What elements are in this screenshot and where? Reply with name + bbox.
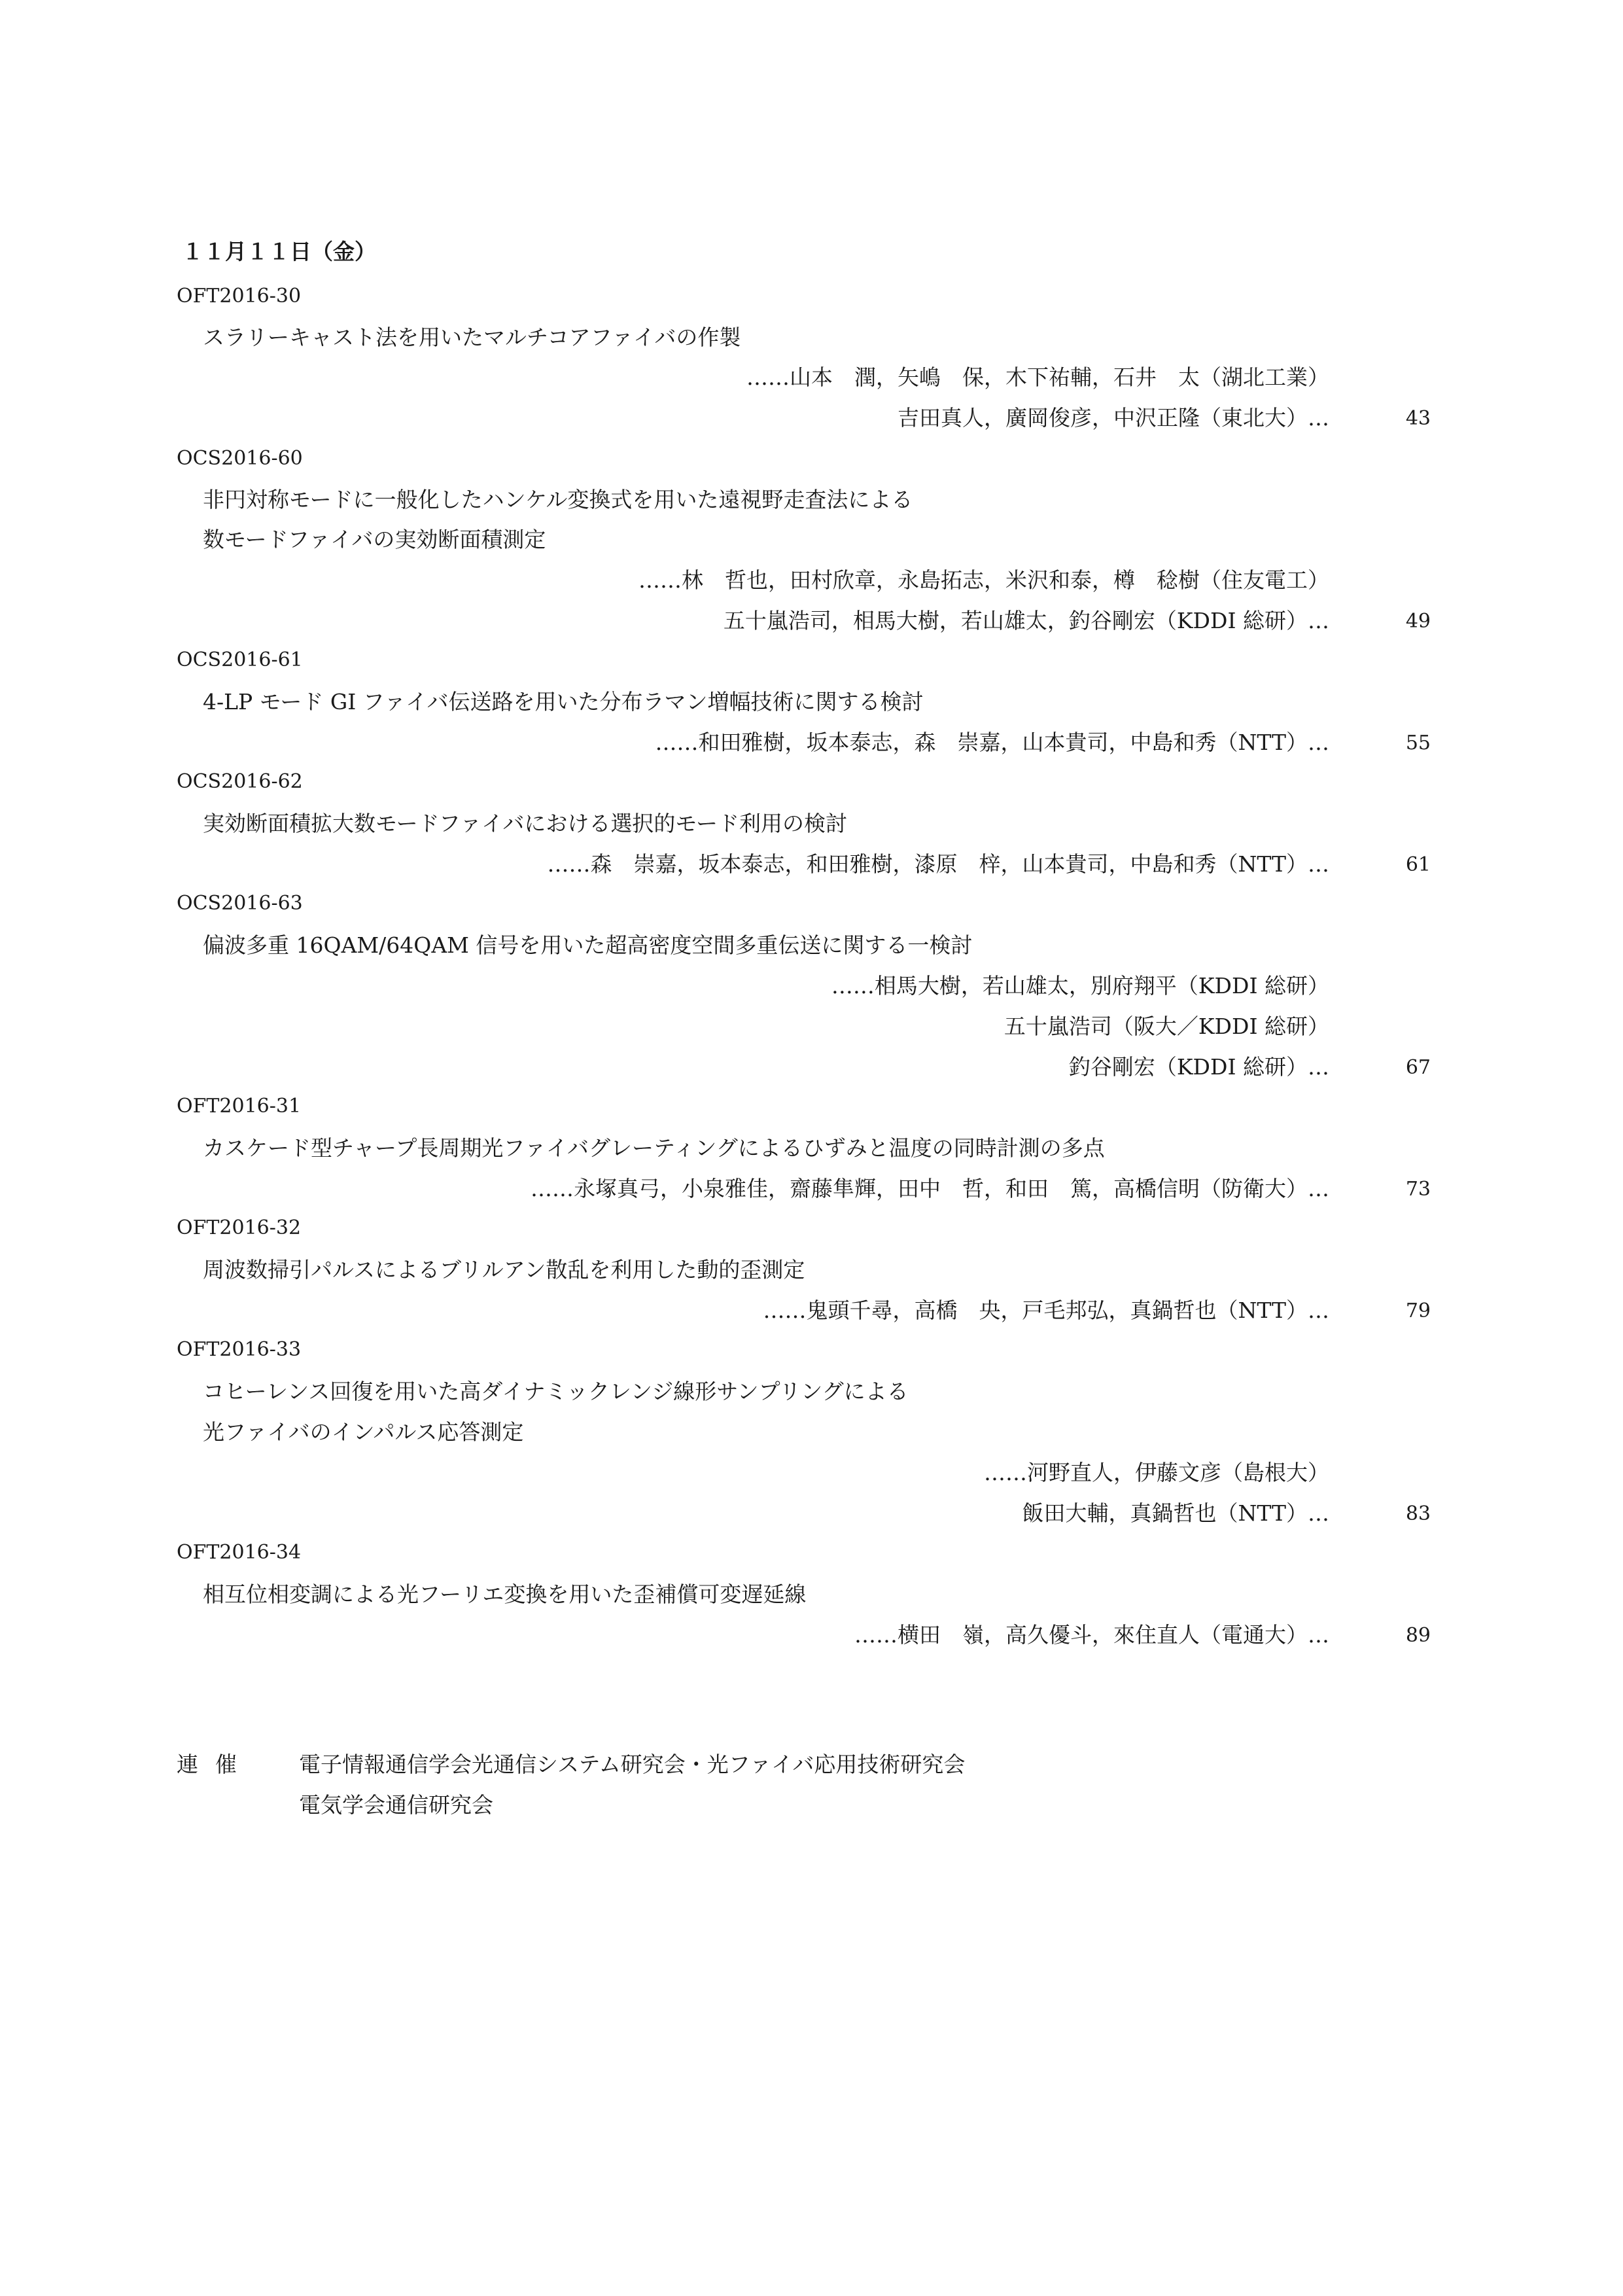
paper-code: OFT2016-33 bbox=[177, 1338, 302, 1361]
sponsor-line: 電気学会通信研究会 bbox=[299, 1792, 493, 1818]
paper-title: スラリーキャスト法を用いたマルチコアファイバの作製 bbox=[203, 325, 741, 350]
sponsor-line: 電子情報通信学会光通信システム研究会・光ファイバ応用技術研究会 bbox=[299, 1752, 966, 1777]
paper-title: 実効断面積拡大数モードファイバにおける選択的モード利用の検討 bbox=[203, 811, 848, 836]
page-number: 83 bbox=[1405, 1502, 1431, 1525]
paper-code: OFT2016-30 bbox=[177, 285, 302, 308]
paper-authors: ……和田雅樹，坂本泰志，森 崇嘉，山本貴司，中島和秀（NTT）… bbox=[655, 730, 1329, 755]
paper-code: OCS2016-62 bbox=[177, 770, 303, 793]
paper-authors: 五十嵐浩司（阪大／KDDI 総研） bbox=[1003, 1014, 1329, 1039]
page-number: 43 bbox=[1405, 407, 1431, 430]
session-date: １１月１１日（金） bbox=[182, 239, 376, 264]
paper-code: OCS2016-60 bbox=[177, 447, 303, 470]
paper-code: OFT2016-31 bbox=[177, 1095, 302, 1118]
paper-authors: 飯田大輔，真鍋哲也（NTT）… bbox=[1022, 1500, 1329, 1526]
paper-authors: ……山本 潤，矢嶋 保，木下祐輔，石井 太（湖北工業） bbox=[746, 364, 1329, 390]
paper-authors: ……相馬大樹，若山雄太，別府翔平（KDDI 総研） bbox=[831, 973, 1329, 998]
paper-authors: 釣谷剛宏（KDDI 総研）… bbox=[1068, 1054, 1329, 1080]
page-number: 73 bbox=[1405, 1178, 1431, 1201]
paper-title: 相互位相変調による光フーリエ変換を用いた歪補償可変遅延線 bbox=[203, 1581, 807, 1607]
paper-title: カスケード型チャープ長周期光ファイバグレーティングによるひずみと温度の同時計測の多点 bbox=[203, 1135, 1105, 1161]
paper-authors: ……河野直人，伊藤文彦（島根大） bbox=[984, 1460, 1329, 1485]
paper-code: OFT2016-34 bbox=[177, 1541, 302, 1564]
paper-title: 周波数掃引パルスによるブリルアン散乱を利用した動的歪測定 bbox=[203, 1257, 805, 1282]
paper-title: 4-LP モード GI ファイバ伝送路を用いた分布ラマン増幅技術に関する検討 bbox=[203, 689, 924, 715]
paper-title: 光ファイバのインパルス応答測定 bbox=[203, 1419, 524, 1445]
page-number: 89 bbox=[1405, 1624, 1431, 1647]
paper-title: 偏波多重 16QAM/64QAM 信号を用いた超高密度空間多重伝送に関する一検討 bbox=[203, 932, 973, 958]
paper-authors: ……永塚真弓，小泉雅佳，齋藤隼輝，田中 哲，和田 篤，高橋信明（防衛大）… bbox=[531, 1176, 1329, 1201]
paper-authors: ……林 哲也，田村欣章，永島拓志，米沢和泰，樽 稔樹（住友電工） bbox=[638, 567, 1329, 593]
paper-code: OFT2016-32 bbox=[177, 1216, 302, 1239]
paper-code: OCS2016-61 bbox=[177, 648, 303, 671]
paper-authors: 五十嵐浩司，相馬大樹，若山雄太，釣谷剛宏（KDDI 総研）… bbox=[723, 608, 1329, 633]
paper-authors: ……鬼頭千尋，高橋 央，戸毛邦弘，真鍋哲也（NTT）… bbox=[763, 1298, 1329, 1323]
paper-title: コヒーレンス回復を用いた高ダイナミックレンジ線形サンプリングによる bbox=[203, 1379, 909, 1404]
page-number: 67 bbox=[1405, 1056, 1431, 1079]
page-number: 49 bbox=[1405, 610, 1431, 633]
page-number: 79 bbox=[1405, 1299, 1431, 1322]
paper-title: 数モードファイバの実効断面積測定 bbox=[203, 527, 546, 552]
paper-authors: 吉田真人，廣岡俊彦，中沢正隆（東北大）… bbox=[898, 405, 1329, 431]
paper-code: OCS2016-63 bbox=[177, 892, 303, 915]
paper-authors: ……横田 嶺，高久優斗，來住直人（電通大）… bbox=[854, 1622, 1329, 1648]
paper-authors: ……森 崇嘉，坂本泰志，和田雅樹，漆原 梓，山本貴司，中島和秀（NTT）… bbox=[547, 851, 1329, 877]
page-number: 61 bbox=[1405, 853, 1431, 876]
sponsor-label: 連催 bbox=[177, 1752, 254, 1777]
page-number: 55 bbox=[1405, 732, 1431, 754]
paper-title: 非円対称モードに一般化したハンケル変換式を用いた遠視野走査法による bbox=[203, 487, 913, 512]
